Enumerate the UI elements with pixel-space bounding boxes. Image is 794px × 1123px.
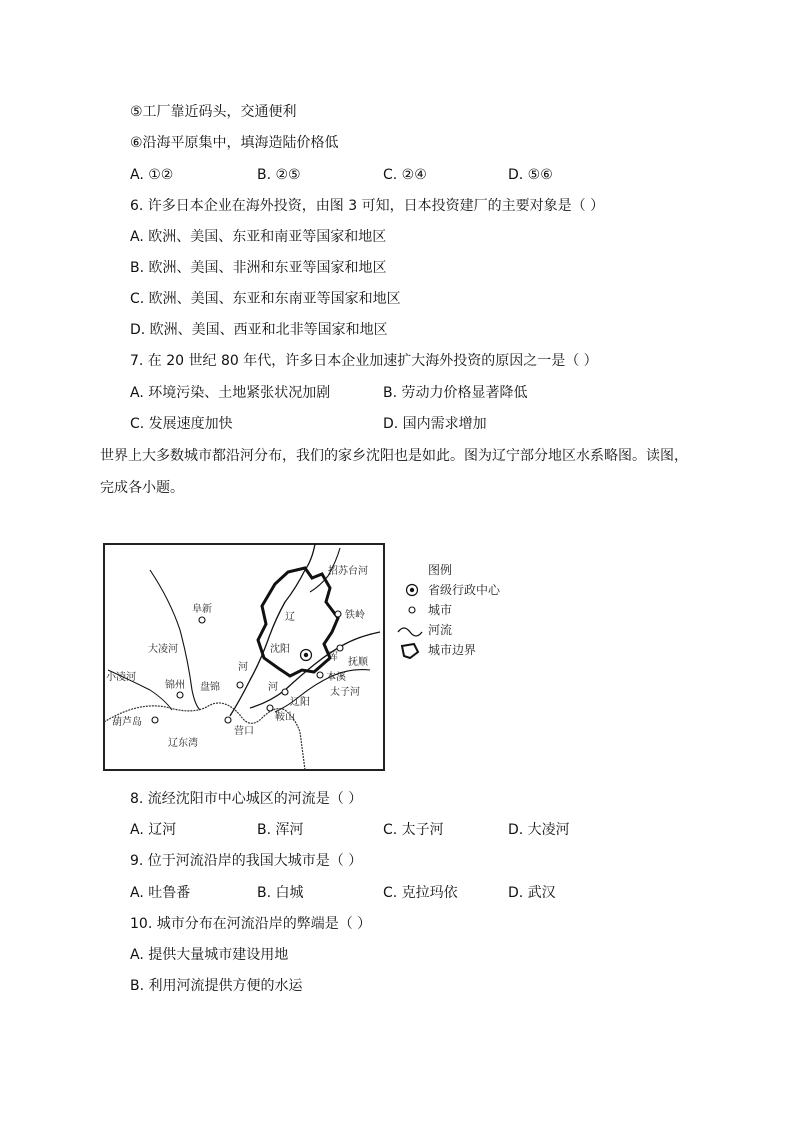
q8-stem: 8. 流经沈阳市中心城区的河流是（ ） <box>130 791 363 807</box>
huludao-marker <box>152 717 158 723</box>
q7-stem: 7. 在 20 世纪 80 年代，许多日本企业加速扩大海外投资的原因之一是（ ） <box>130 353 598 369</box>
legend-capital-icon-dot <box>410 588 414 592</box>
legend-river-icon <box>398 628 422 636</box>
intro-line-1: 世界上大多数城市都沿河分布，我们的家乡沈阳也是如此。图为辽宁部分地区水系略图。读图， <box>100 448 688 464</box>
q6-option-b: B. 欧洲、美国、非洲和东亚等国家和地区 <box>130 260 387 276</box>
q5-option-a: A. ①② <box>130 167 174 183</box>
shenyang-capital-dot <box>304 653 308 657</box>
label-huludao: 葫芦岛 <box>112 717 142 728</box>
label-jinzhou: 锦州 <box>165 680 185 691</box>
q10-option-a: A. 提供大量城市建设用地 <box>130 947 289 963</box>
tieling-marker <box>335 611 341 617</box>
yingkou-marker <box>225 717 231 723</box>
q10-stem: 10. 城市分布在河流沿岸的弊端是（ ） <box>130 916 372 932</box>
q9-stem: 9. 位于河流沿岸的我国大城市是（ ） <box>130 853 363 869</box>
q5-item-6: ⑥沿海平原集中，填海造陆价格低 <box>130 135 339 151</box>
label-liao-1: 辽 <box>285 612 295 623</box>
label-benxi: 本溪 <box>326 672 346 683</box>
legend-boundary-icon <box>402 644 418 658</box>
jinzhou-marker <box>177 692 183 698</box>
legend-city: 城市 <box>428 603 453 617</box>
legend-title: 图例 <box>428 563 453 577</box>
label-liaoyang: 辽阳 <box>290 697 310 708</box>
label-yingkou: 营口 <box>234 726 254 737</box>
liaoyang-marker <box>282 689 288 695</box>
fushun-marker <box>337 645 343 651</box>
label-he: 河 <box>238 662 248 673</box>
label-daling: 大凌河 <box>148 644 178 655</box>
q6-stem: 6. 许多日本企业在海外投资，由图 3 可知，日本投资建厂的主要对象是（ ） <box>130 198 605 214</box>
label-panjin: 盘锦 <box>200 682 220 693</box>
q7-option-a: A. 环境污染、土地紧张状况加剧 <box>130 385 331 401</box>
legend-boundary: 城市边界 <box>428 643 477 657</box>
q7-option-c: C. 发展速度加快 <box>130 416 233 432</box>
label-hun: 浑 <box>328 652 338 663</box>
q8-option-c: C. 太子河 <box>383 822 444 838</box>
label-xiaoling: 小凌河 <box>106 672 136 683</box>
anshan-marker <box>267 705 273 711</box>
label-he-2: 河 <box>268 682 278 693</box>
q8-option-d: D. 大凌河 <box>508 822 570 838</box>
q5-option-c: C. ②④ <box>383 167 427 183</box>
q9-option-b: B. 白城 <box>257 885 304 901</box>
q5-item-5: ⑤工厂靠近码头，交通便利 <box>130 104 297 120</box>
label-shenyang: 沈阳 <box>270 644 290 655</box>
panjin-marker <box>237 682 243 688</box>
label-tieling: 铁岭 <box>345 610 365 621</box>
label-anshan: 鞍山 <box>275 712 295 723</box>
label-fuxin: 阜新 <box>192 604 212 615</box>
q5-option-d: D. ⑤⑥ <box>508 167 553 183</box>
q7-option-b: B. 劳动力价格显著降低 <box>383 385 528 401</box>
q6-option-c: C. 欧洲、美国、东亚和东南亚等国家和地区 <box>130 291 401 307</box>
q7-option-d: D. 国内需求增加 <box>383 416 487 432</box>
legend-city-icon <box>409 607 415 613</box>
q9-option-a: A. 吐鲁番 <box>130 885 191 901</box>
q9-option-d: D. 武汉 <box>508 885 556 901</box>
liaoning-water-system-map <box>100 540 530 775</box>
q10-option-b: B. 利用河流提供方便的水运 <box>130 978 303 994</box>
q5-option-b: B. ②⑤ <box>257 167 301 183</box>
q8-option-b: B. 浑河 <box>257 822 304 838</box>
benxi-marker <box>317 672 323 678</box>
q9-option-c: C. 克拉玛依 <box>383 885 458 901</box>
label-fushun: 抚顺 <box>348 657 368 668</box>
fuxin-marker <box>199 617 205 623</box>
legend-river: 河流 <box>428 623 453 637</box>
legend-capital: 省级行政中心 <box>428 583 501 597</box>
intro-line-2: 完成各小题。 <box>100 480 184 496</box>
q6-option-d: D. 欧洲、美国、西亚和北非等国家和地区 <box>130 322 388 338</box>
label-zhaosutai: 招苏台河 <box>328 566 368 577</box>
q6-option-a: A. 欧洲、美国、东亚和南亚等国家和地区 <box>130 229 387 245</box>
label-liaodongwan: 辽东湾 <box>168 738 198 749</box>
label-taizi: 太子河 <box>330 687 360 698</box>
q8-option-a: A. 辽河 <box>130 822 177 838</box>
